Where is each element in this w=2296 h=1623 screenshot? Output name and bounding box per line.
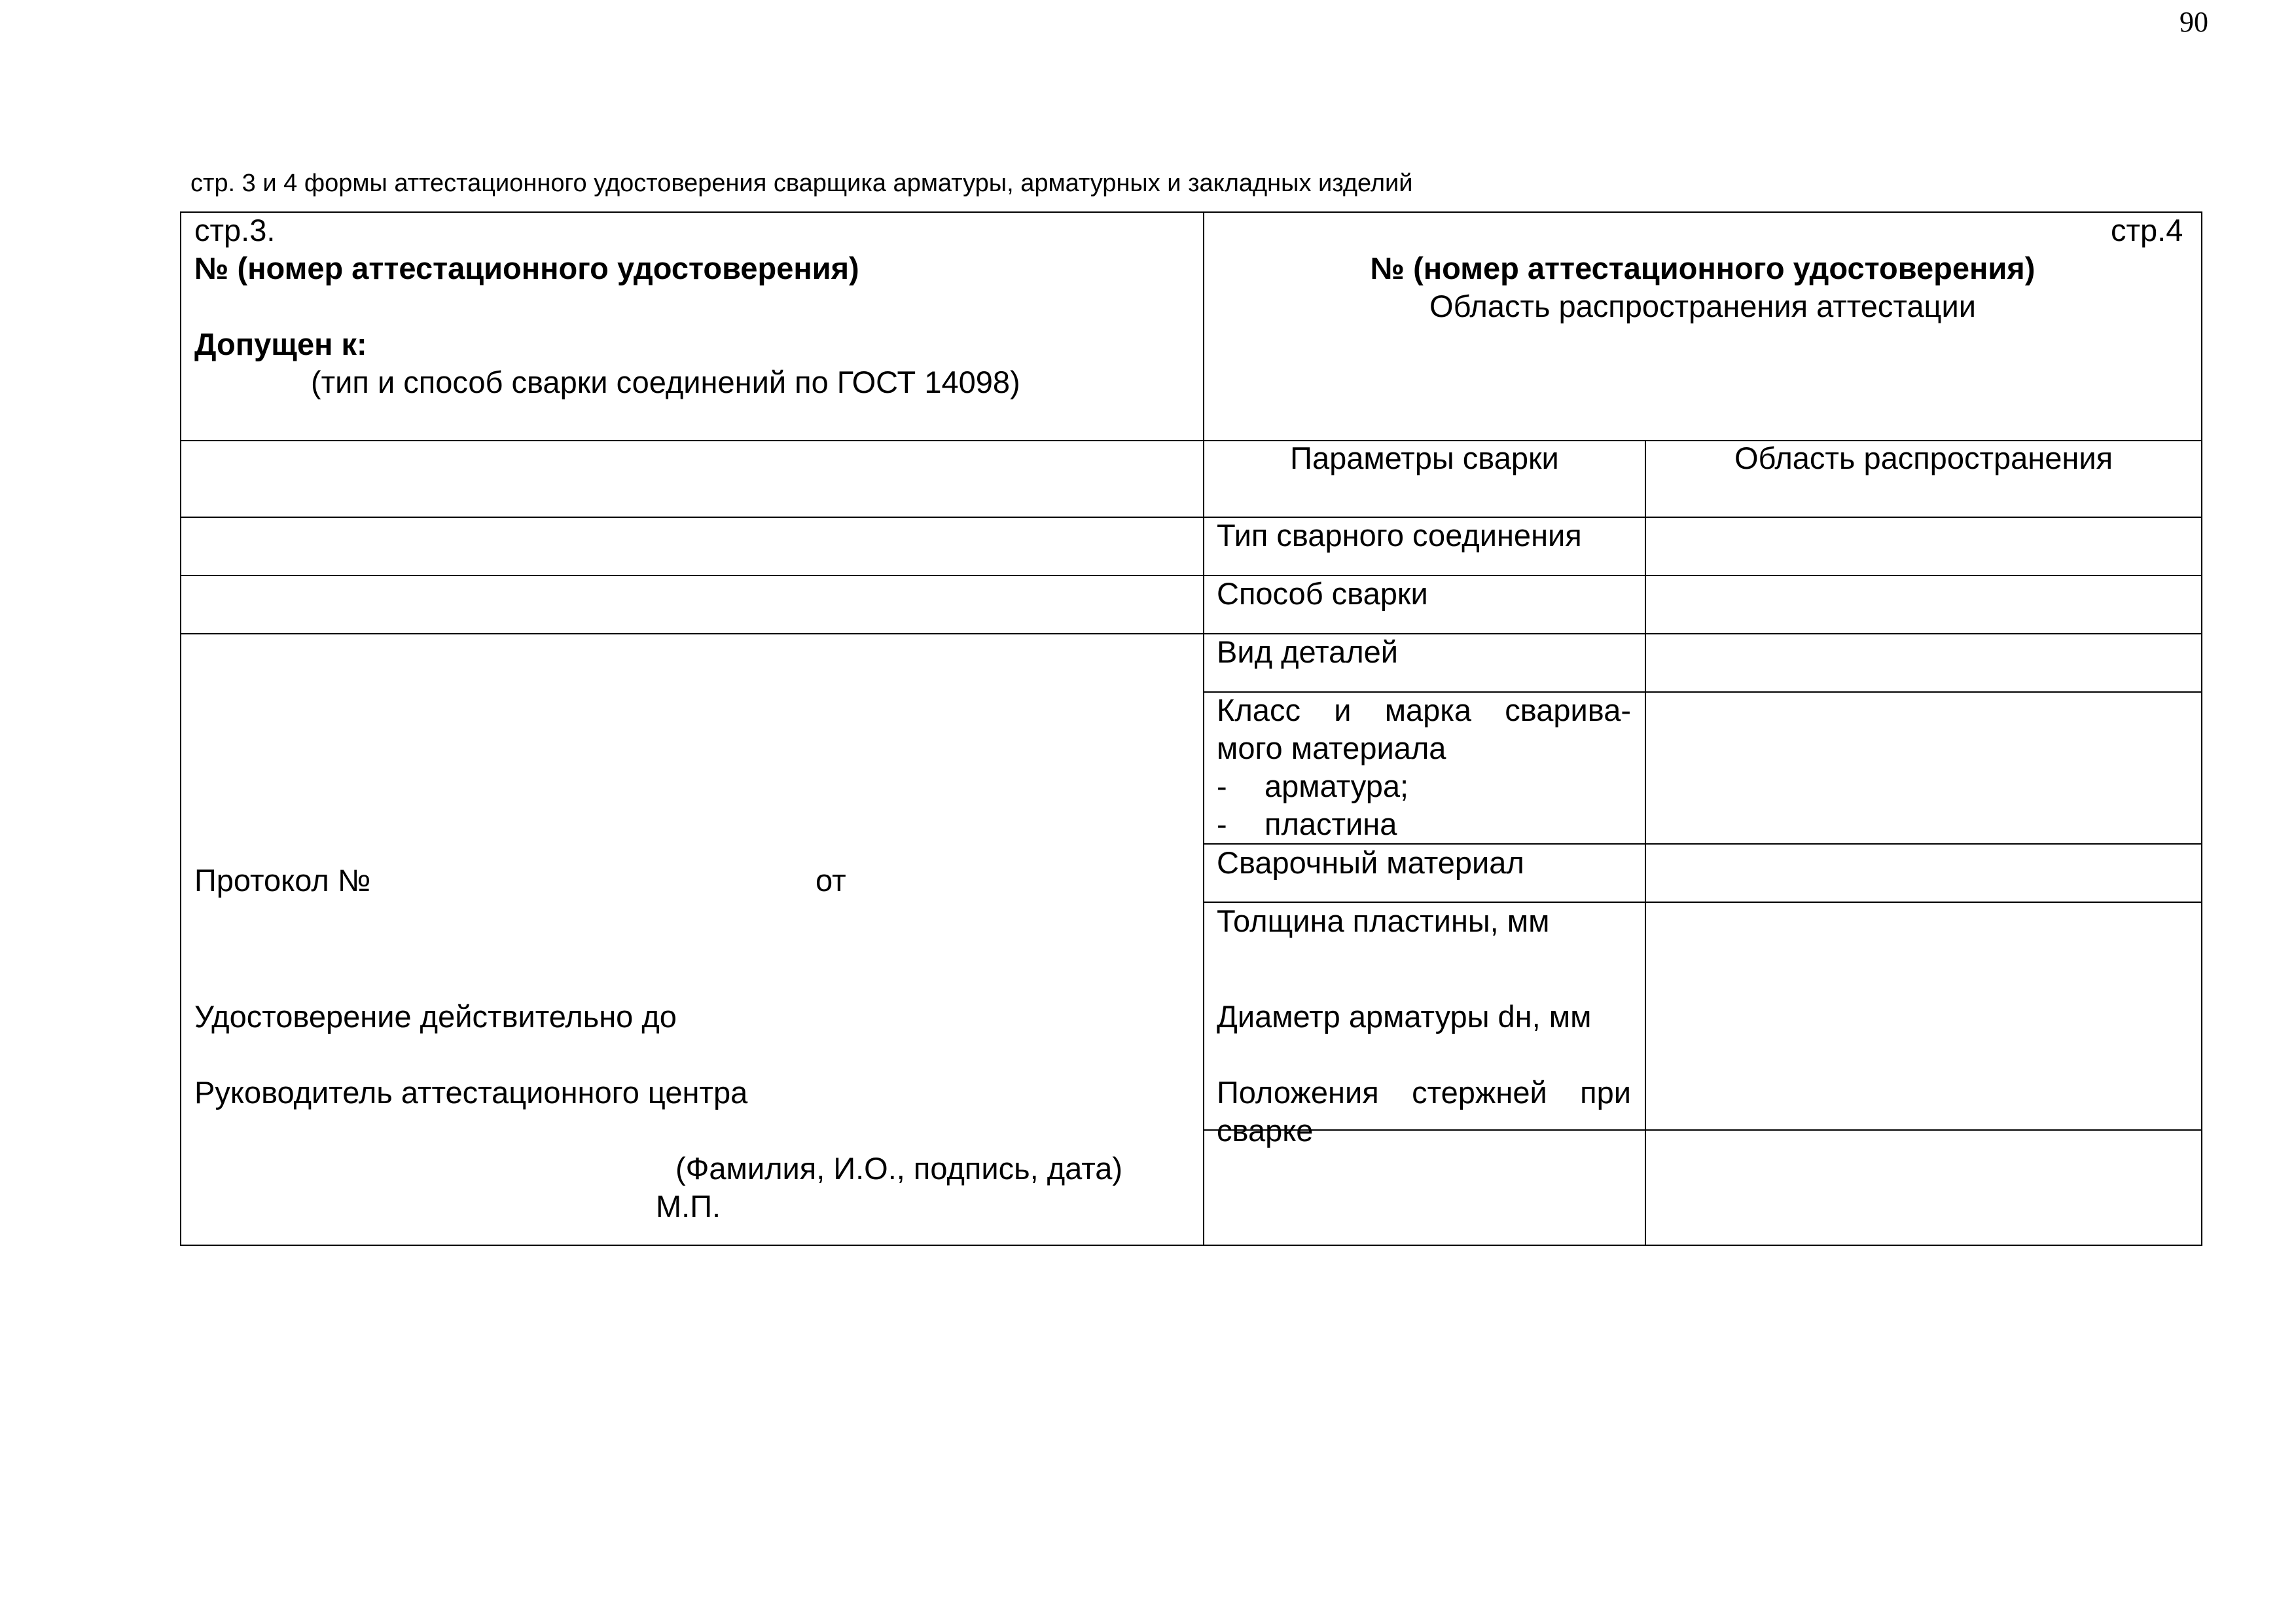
- material-item-rebar: арматура;: [1265, 769, 1409, 803]
- signature-note: (Фамилия, И.О., подпись, дата): [675, 1151, 1123, 1186]
- center-head-label: Руководитель аттестационного центра: [194, 1075, 748, 1110]
- material-item-dash: -: [1217, 769, 1227, 803]
- form-border-left: [180, 211, 181, 1246]
- form-border-bottom: [180, 1245, 2202, 1246]
- row-line: [180, 575, 2202, 576]
- row-line: [180, 517, 2202, 518]
- valid-until-label: Удостоверение действительно до: [194, 999, 677, 1034]
- material-item-dash: -: [1217, 807, 1227, 841]
- form-caption: стр. 3 и 4 формы аттестационного удостоверения сварщика арматуры, арматурных и закладных изделий: [190, 170, 1413, 197]
- page-divider: [1203, 211, 1204, 1246]
- page3-cert-number: № (номер аттестационного удостоверения): [194, 251, 859, 285]
- header-scope-text: Область распространения: [1734, 441, 2113, 475]
- form-border-top: [180, 211, 2202, 213]
- row-bar-positions-line1: Положения стержней при: [1217, 1075, 1631, 1110]
- scope-title: Область распространения аттестации: [1429, 289, 1976, 323]
- page4-cert-number: № (номер аттестационного удостоверения): [1370, 251, 2036, 285]
- row-part-type: Вид деталей: [1217, 634, 1399, 669]
- row-material-class-line2: мого материала: [1217, 731, 1446, 765]
- row-joint-type: Тип сварного соединения: [1217, 518, 1582, 553]
- row-material-class-line1: Класс и марка сварива-: [1217, 693, 1631, 727]
- stamp-label: М.П.: [656, 1189, 721, 1224]
- page3-label: стр.3.: [194, 213, 276, 247]
- header-scope: [1646, 439, 2201, 477]
- row-bar-positions-line2: сварке: [1217, 1113, 1314, 1148]
- page-number: 90: [2179, 6, 2208, 38]
- weld-type-note: (тип и способ сварки соединений по ГОСТ 14098): [311, 365, 1020, 399]
- material-item-plate: пластина: [1265, 807, 1397, 841]
- row-line: [1203, 1129, 2202, 1131]
- row-plate-thickness: Толщина пластины, мм: [1217, 903, 1550, 938]
- row-rebar-diameter: Диаметр арматуры dн, мм: [1217, 999, 1592, 1034]
- protocol-date-label: от: [816, 863, 846, 898]
- row-consumable: Сварочный материал: [1217, 845, 1524, 880]
- admitted-label: Допущен к:: [194, 327, 367, 361]
- header-weld-params: Параметры сварки: [1290, 441, 1559, 475]
- protocol-label: Протокол №: [194, 863, 371, 898]
- certificate-form: [180, 211, 2202, 1246]
- row-line: [180, 633, 2202, 634]
- page4-label: стр.4: [2111, 213, 2183, 247]
- form-border-right: [2201, 211, 2202, 1246]
- row-weld-method: Способ сварки: [1217, 576, 1428, 611]
